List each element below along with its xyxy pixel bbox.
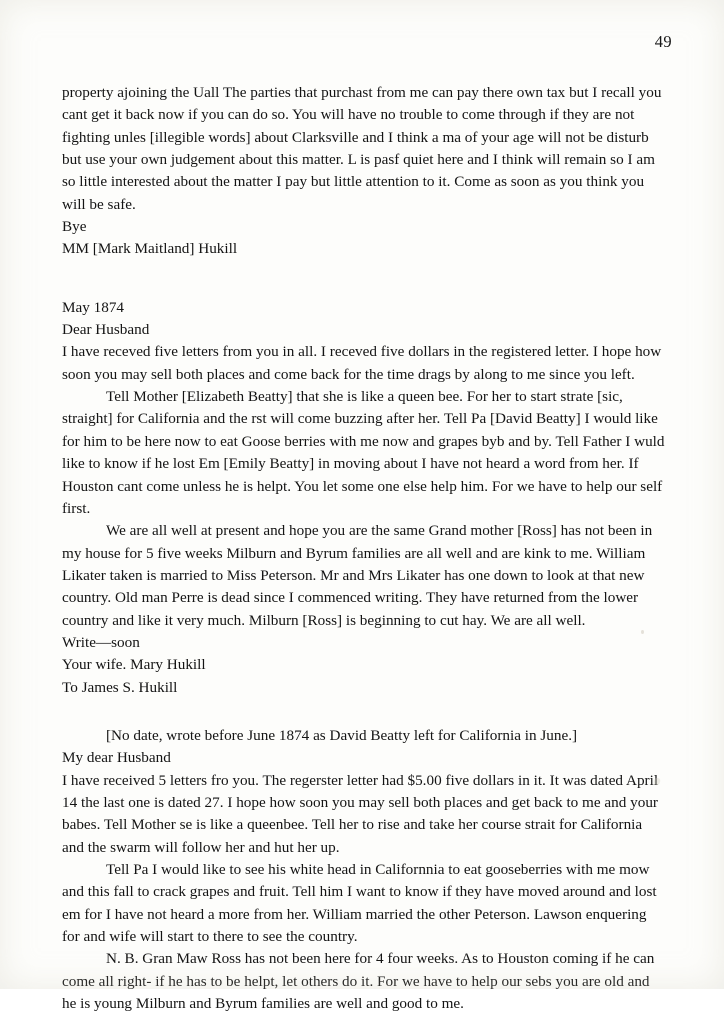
addressee-line: To James S. Hukill <box>62 678 178 696</box>
document-body <box>62 82 666 1015</box>
paragraph: property ajoining the Uall The parties that purchast from me can pay there own tax but I recall you cant get it back now if you can do so. You will have no trouble to come through if they are not fighting unles [illegible words] about Clarksville and I think a ma of your age will not be disturb but use your own judgement about this matter. L is pasf quiet here and I think will remain so I am so little interested about the matter I pay but little attention to it. Come as soon as you think you will be safe. <box>62 84 662 213</box>
section-gap <box>62 261 666 297</box>
paragraph: I have receved five letters from you in all. I receved five dollars in the registered letter. I hope how soon you may sell both places and come back for the time drags by along to me since you left. <box>62 343 662 383</box>
letter-may-1874 <box>62 297 666 699</box>
scan-speck <box>641 630 644 634</box>
letter-salutation: My dear Husband <box>62 749 171 767</box>
page-number: 49 <box>654 32 672 51</box>
section-gap <box>62 699 666 725</box>
paragraph: Tell Pa I would like to see his white head in Californnia to eat gooseberries with me mow and this fall to crack grapes and fruit. Tell him I want to know if they have moved around and lost em for I have not heard a more from her. William married the other Peterson. Lawson enquering for and wife will start to there to see the country. <box>62 861 657 946</box>
signature-line: Your wife. Mary Hukill <box>62 656 206 674</box>
paragraph: Tell Mother [Elizabeth Beatty] that she is like a queen bee. For her to start strate [sic, straight] for California and the rst will come buzzing after her. Tell Pa [David Beatty] I would like for him to be here now to eat Goose berries with me now and grapes byb and by. Tell Father I wuld like to know if he lost Em [Emily Beatty] in moving about I have not heard a word from her. If Houston cant come unless he is helpt. You let some one else help him. For we have to help our self first. <box>62 388 665 517</box>
paragraph: We are all well at present and hope you are the same Grand mother [Ross] has not been in my house for 5 five weeks Milburn and Byrum families are all well and are kink to me. William Likater taken is married to Miss Peterson. Mr and Mrs Likater has one down to look at that new country. Old man Perre is dead since I commenced writing. They have returned from the lower country and like it very much. Milburn [Ross] is beginning to cut hay. We are all well. <box>62 522 653 629</box>
letter-salutation: Dear Husband <box>62 321 150 339</box>
letter-date: May 1874 <box>62 298 125 316</box>
paragraph: N. B. Gran Maw Ross has not been here for 4 four weeks. As to Houston coming if he can come all right- if he has to be helpt, let others do it. For we have to help our sebs you are old and he is young Milburn and Byrum families are well and good to me. <box>62 950 655 1013</box>
closing-write-soon: Write—soon <box>62 633 140 651</box>
signature-line: MM [Mark Maitland] Hukill <box>62 240 238 258</box>
letter-continuation <box>62 82 666 261</box>
letter-undated <box>62 725 666 1015</box>
editorial-note: [No date, wrote before June 1874 as David Beatty left for California in June.] <box>106 726 578 744</box>
paragraph: I have received 5 letters fro you. The regerster letter had $5.00 five dollars in it. It was dated April 14 the last one is dated 27. I hope how soon you may sell both places and get back to me and your babes. Tell Mother se is like a queenbee. Tell her to rise and take her course strait for California and the swarm will follow her and hut her up. <box>62 771 659 856</box>
closing-bye: Bye <box>62 218 87 236</box>
